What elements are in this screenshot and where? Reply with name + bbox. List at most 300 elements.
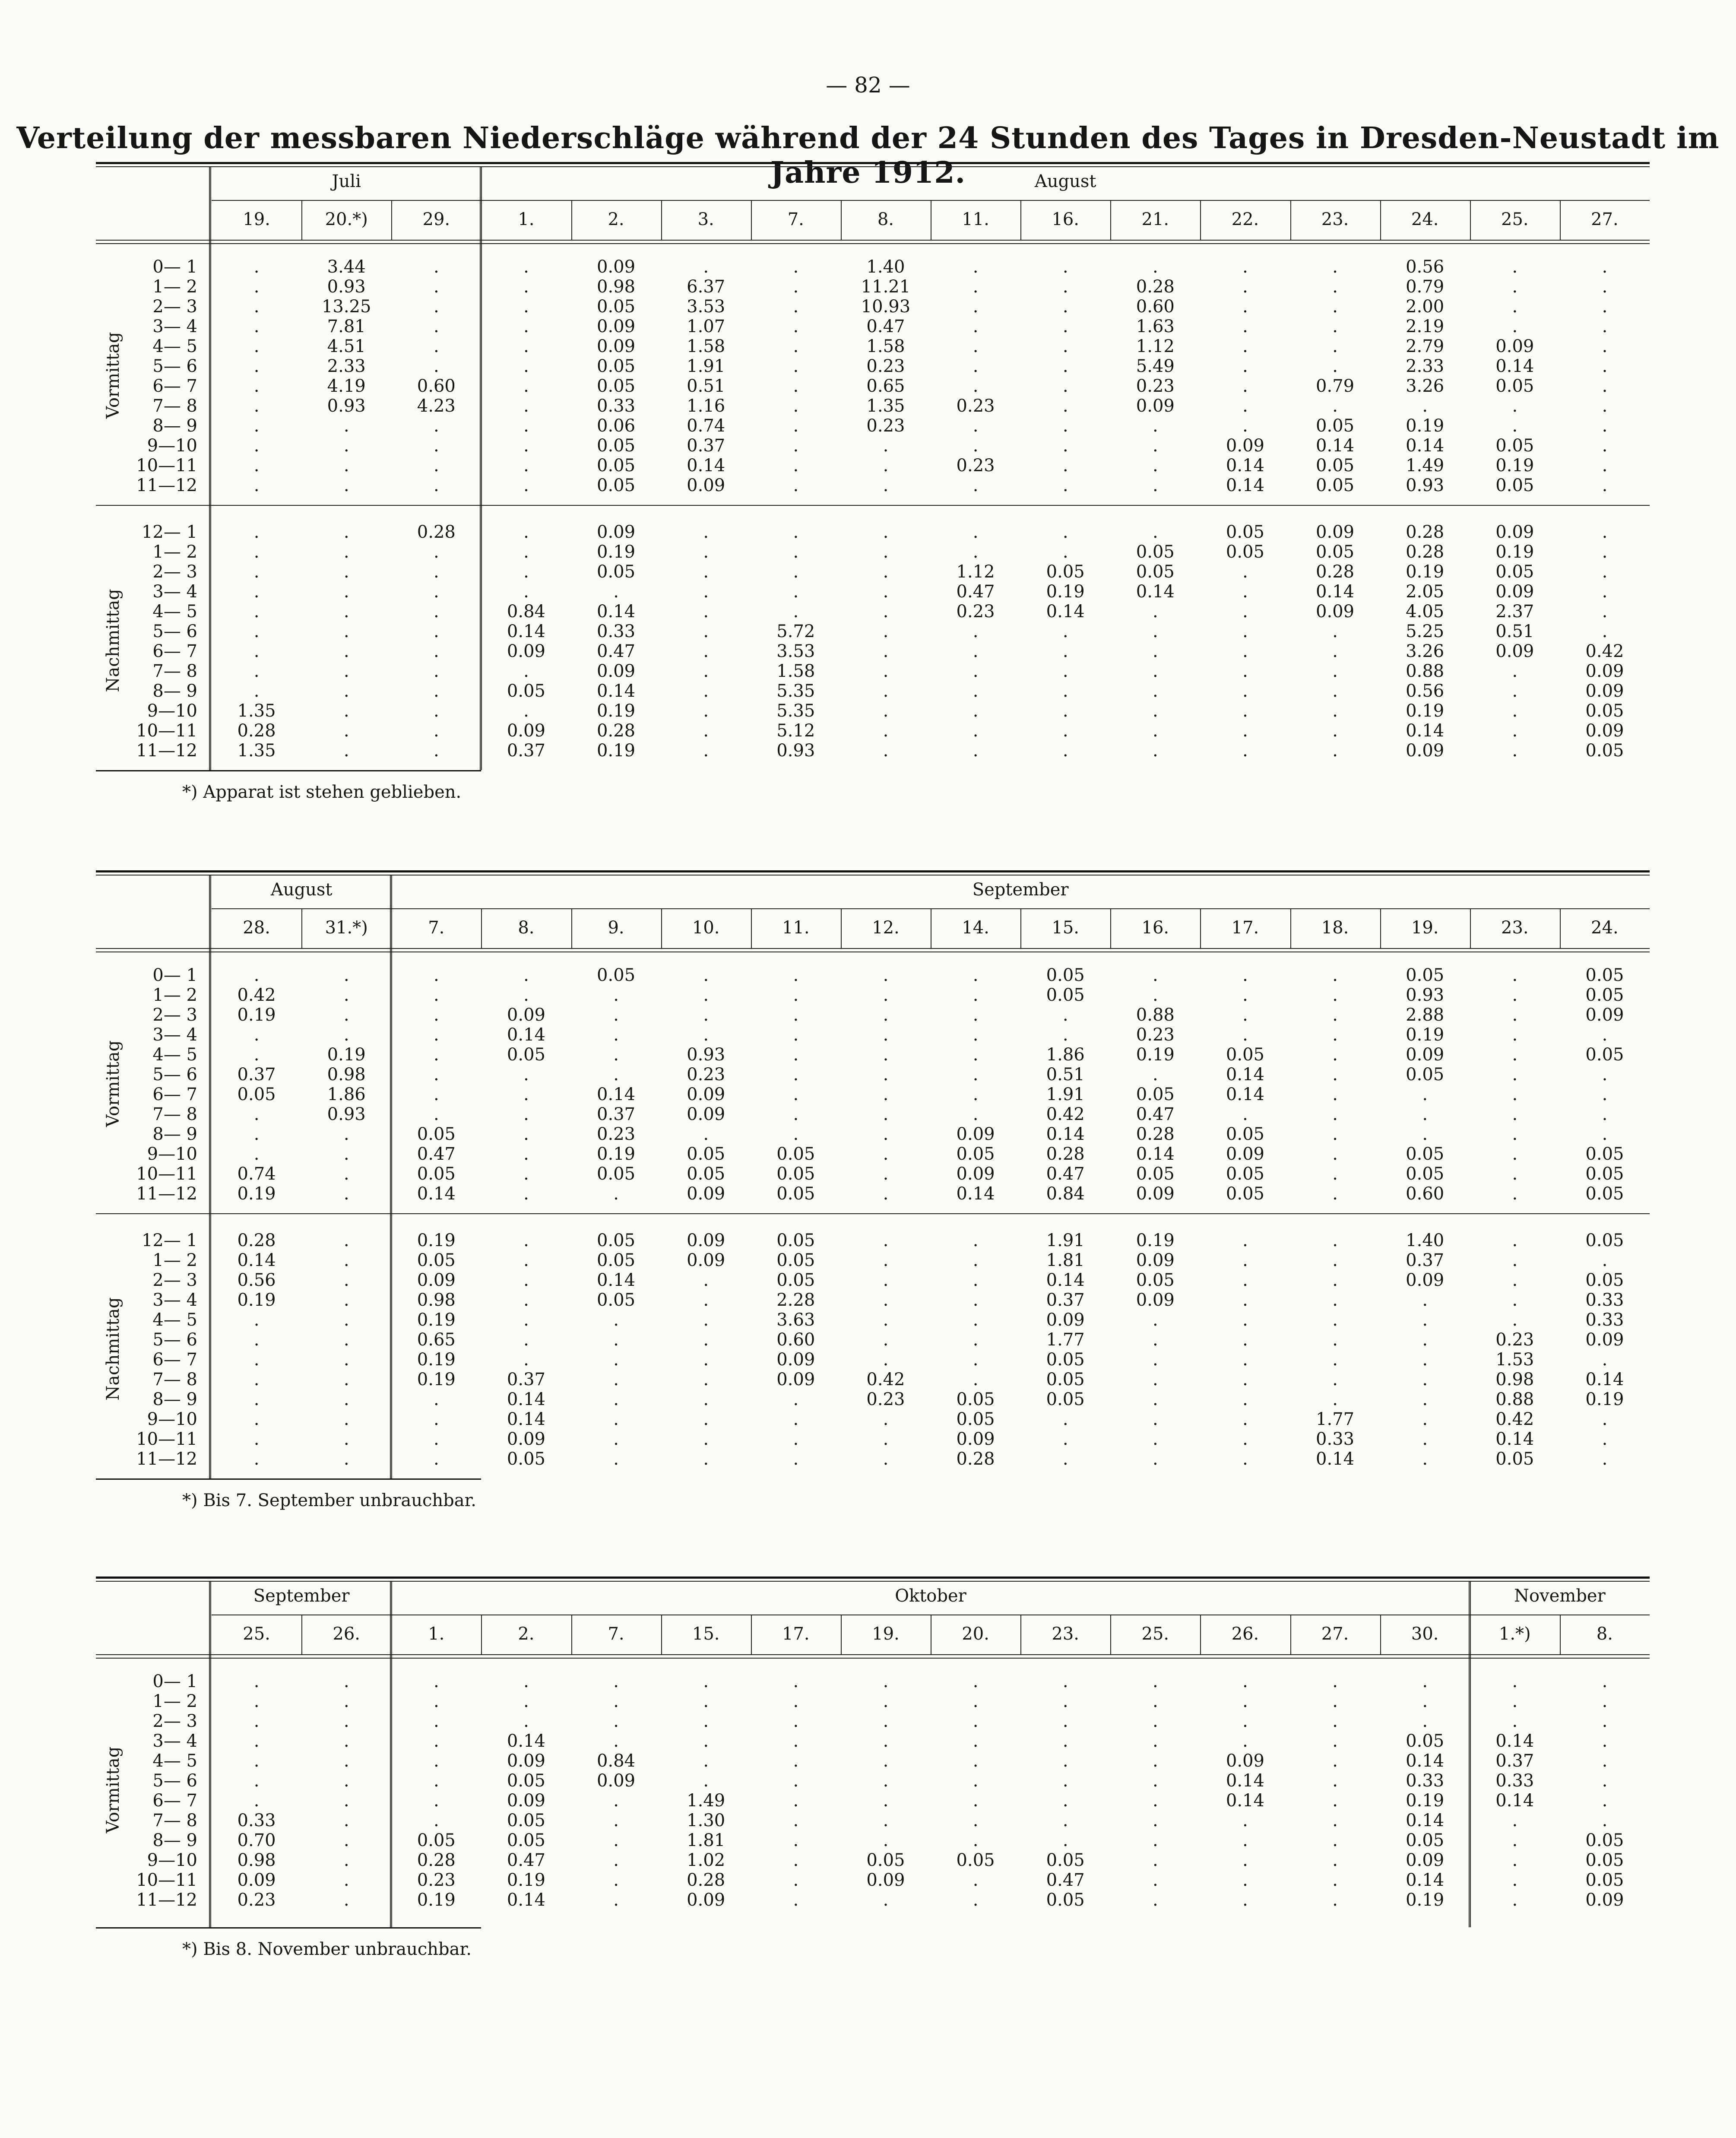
value-cell: . bbox=[1242, 965, 1248, 985]
value-cell: . bbox=[883, 1144, 889, 1164]
value-cell: . bbox=[703, 965, 709, 985]
am-pm-divider bbox=[96, 505, 1650, 506]
value-cell: . bbox=[883, 1184, 889, 1204]
value-cell: . bbox=[1242, 562, 1248, 582]
value-cell: . bbox=[1512, 277, 1518, 297]
value-cell: 0.09 bbox=[1495, 582, 1534, 602]
footnote: *) Apparat ist stehen geblieben. bbox=[182, 782, 462, 802]
value-cell: 0.28 bbox=[687, 1870, 725, 1890]
value-cell: . bbox=[703, 1449, 709, 1469]
am-pm-divider bbox=[96, 1213, 1650, 1214]
value-cell: . bbox=[703, 985, 709, 1005]
stub-divider bbox=[209, 1581, 211, 1927]
value-cell: 0.37 bbox=[687, 436, 725, 456]
hour-label: 6— 7 bbox=[152, 376, 197, 396]
value-cell: . bbox=[1062, 1672, 1068, 1691]
day-header: 31.*) bbox=[325, 918, 368, 938]
header-bottom-rule-inner bbox=[96, 243, 1650, 244]
value-cell: . bbox=[1242, 416, 1248, 436]
value-cell: 0.05 bbox=[597, 356, 636, 376]
value-cell: 0.14 bbox=[1226, 476, 1264, 495]
value-cell: 4.05 bbox=[1406, 602, 1445, 622]
value-cell: . bbox=[973, 297, 979, 317]
table-top-rule bbox=[96, 870, 1650, 872]
value-cell: . bbox=[1062, 1005, 1068, 1025]
value-cell: 0.84 bbox=[597, 1751, 636, 1771]
value-cell: . bbox=[973, 277, 979, 297]
value-cell: . bbox=[1242, 1850, 1248, 1870]
value-cell: . bbox=[1602, 1104, 1608, 1124]
column-pm-values bbox=[931, 1231, 1020, 1469]
value-cell: . bbox=[433, 1691, 439, 1711]
value-cell: 0.14 bbox=[1316, 436, 1355, 456]
column-pm-values bbox=[212, 522, 301, 761]
value-cell: 0.09 bbox=[237, 1870, 276, 1890]
value-cell: . bbox=[1242, 1290, 1248, 1310]
value-cell: . bbox=[1512, 1691, 1518, 1711]
hour-label: 7— 8 bbox=[152, 661, 197, 681]
value-cell: . bbox=[973, 522, 979, 542]
value-cell: 0.05 bbox=[597, 1290, 636, 1310]
value-cell: . bbox=[1062, 1025, 1068, 1045]
value-cell: . bbox=[343, 436, 349, 456]
column-pm-values bbox=[1200, 522, 1290, 761]
value-cell: 0.05 bbox=[1585, 1144, 1624, 1164]
value-cell: . bbox=[1152, 1350, 1158, 1370]
value-cell: 0.05 bbox=[597, 456, 636, 476]
value-cell: . bbox=[883, 701, 889, 721]
value-cell: . bbox=[1602, 522, 1608, 542]
value-cell: . bbox=[793, 257, 799, 277]
hour-label: 6— 7 bbox=[152, 1350, 197, 1370]
value-cell: 0.33 bbox=[1406, 1771, 1445, 1791]
value-cell: . bbox=[1062, 681, 1068, 701]
value-cell: 1.35 bbox=[237, 701, 276, 721]
value-cell: 0.14 bbox=[507, 1025, 545, 1045]
value-cell: . bbox=[1152, 622, 1158, 641]
value-cell: . bbox=[253, 356, 260, 376]
value-cell: 2.33 bbox=[1406, 356, 1445, 376]
value-cell: . bbox=[1602, 1065, 1608, 1085]
day-header: 25. bbox=[1501, 209, 1529, 229]
value-cell: 0.05 bbox=[1046, 1850, 1085, 1870]
value-cell: . bbox=[793, 1791, 799, 1811]
value-cell: . bbox=[523, 436, 529, 456]
value-cell: . bbox=[883, 1791, 889, 1811]
column-pm-values bbox=[571, 522, 661, 761]
value-cell: 10.93 bbox=[861, 297, 911, 317]
value-cell: . bbox=[1512, 317, 1518, 336]
value-cell: . bbox=[613, 1389, 619, 1409]
value-cell: 0.33 bbox=[597, 396, 636, 416]
column-am-values bbox=[391, 257, 481, 495]
value-cell: 0.14 bbox=[507, 1731, 545, 1751]
value-cell: 0.05 bbox=[1495, 1449, 1534, 1469]
value-cell: . bbox=[1512, 1250, 1518, 1270]
value-cell: . bbox=[1152, 681, 1158, 701]
value-cell: 0.09 bbox=[1136, 1290, 1175, 1310]
value-cell: . bbox=[253, 1025, 260, 1045]
column-am-values bbox=[481, 965, 571, 1204]
value-cell: . bbox=[1242, 376, 1248, 396]
value-cell: . bbox=[883, 1691, 889, 1711]
column-am-values bbox=[212, 257, 301, 495]
column-pm-values bbox=[571, 1231, 661, 1469]
value-cell: . bbox=[613, 1045, 619, 1065]
hour-label: 9—10 bbox=[147, 1144, 197, 1164]
column-pm-values bbox=[481, 522, 571, 761]
value-cell: 0.28 bbox=[417, 522, 456, 542]
value-cell: 5.35 bbox=[776, 701, 815, 721]
hour-label: 10—11 bbox=[136, 721, 197, 741]
value-cell: . bbox=[973, 1731, 979, 1751]
column-am-values bbox=[1110, 965, 1200, 1204]
column-am-values bbox=[661, 257, 751, 495]
value-cell: . bbox=[523, 1144, 529, 1164]
value-cell: . bbox=[1512, 1104, 1518, 1124]
value-cell: . bbox=[613, 1890, 619, 1910]
value-cell: . bbox=[793, 1811, 799, 1830]
value-cell: . bbox=[793, 985, 799, 1005]
column-pm-values bbox=[1380, 1231, 1470, 1469]
value-cell: . bbox=[883, 1751, 889, 1771]
value-cell: . bbox=[1152, 456, 1158, 476]
value-cell: 0.14 bbox=[417, 1184, 456, 1204]
value-cell: . bbox=[1062, 257, 1068, 277]
column-am-values bbox=[931, 965, 1020, 1204]
value-cell: 0.19 bbox=[597, 1144, 636, 1164]
value-cell: . bbox=[433, 965, 439, 985]
value-cell: . bbox=[343, 1270, 349, 1290]
value-cell: . bbox=[1512, 297, 1518, 317]
value-cell: . bbox=[1422, 1104, 1428, 1124]
value-cell: . bbox=[1602, 297, 1608, 317]
value-cell: . bbox=[883, 1330, 889, 1350]
value-cell: 0.09 bbox=[1406, 1045, 1445, 1065]
month-header: August bbox=[1034, 171, 1096, 191]
value-cell: . bbox=[793, 1711, 799, 1731]
value-cell: 0.14 bbox=[507, 1389, 545, 1409]
value-cell: . bbox=[1332, 661, 1338, 681]
value-cell: . bbox=[793, 396, 799, 416]
column-pm-values bbox=[841, 1231, 931, 1469]
value-cell: . bbox=[793, 965, 799, 985]
value-cell: 0.09 bbox=[1585, 1890, 1624, 1910]
value-cell: 0.19 bbox=[417, 1310, 456, 1330]
value-cell: . bbox=[343, 582, 349, 602]
value-cell: . bbox=[883, 1711, 889, 1731]
value-cell: 0.37 bbox=[1046, 1290, 1085, 1310]
value-cell: 0.14 bbox=[597, 1085, 636, 1104]
value-cell: 0.98 bbox=[327, 1065, 366, 1085]
value-cell: 0.56 bbox=[1406, 257, 1445, 277]
value-cell: . bbox=[1062, 741, 1068, 761]
hour-label: 1— 2 bbox=[152, 1691, 197, 1711]
table-top-rule-inner bbox=[96, 166, 1650, 167]
value-cell: . bbox=[973, 336, 979, 356]
value-cell: . bbox=[1512, 985, 1518, 1005]
value-cell: . bbox=[883, 641, 889, 661]
value-cell: 0.05 bbox=[1585, 1850, 1624, 1870]
value-cell: . bbox=[1602, 416, 1608, 436]
value-cell: 1.40 bbox=[866, 257, 905, 277]
value-cell: 0.05 bbox=[776, 1231, 815, 1250]
value-cell: . bbox=[1242, 701, 1248, 721]
hour-label: 6— 7 bbox=[152, 1085, 197, 1104]
value-cell: 0.09 bbox=[1585, 681, 1624, 701]
day-header: 8. bbox=[1596, 1624, 1613, 1644]
day-header: 9. bbox=[608, 918, 624, 938]
value-cell: 0.33 bbox=[1495, 1771, 1534, 1791]
value-cell: . bbox=[973, 1231, 979, 1250]
value-cell: . bbox=[343, 1751, 349, 1771]
value-cell: 0.47 bbox=[1046, 1870, 1085, 1890]
value-cell: 0.14 bbox=[1046, 1270, 1085, 1290]
value-cell: . bbox=[253, 1045, 260, 1065]
day-header: 12. bbox=[872, 918, 900, 938]
value-cell: 3.53 bbox=[776, 641, 815, 661]
value-cell: 0.09 bbox=[1406, 741, 1445, 761]
value-cell: . bbox=[1242, 622, 1248, 641]
value-cell: 0.05 bbox=[1226, 522, 1264, 542]
value-cell: 0.19 bbox=[597, 741, 636, 761]
value-cell: . bbox=[883, 562, 889, 582]
value-cell: . bbox=[1602, 1025, 1608, 1045]
column-am-values bbox=[841, 257, 931, 495]
value-cell: . bbox=[343, 1164, 349, 1184]
value-cell: 0.05 bbox=[1585, 1270, 1624, 1290]
value-cell: . bbox=[1242, 356, 1248, 376]
value-cell: 4.23 bbox=[417, 396, 456, 416]
hour-label: 11—12 bbox=[136, 1890, 197, 1910]
value-cell: . bbox=[1242, 641, 1248, 661]
value-cell: 4.51 bbox=[327, 336, 366, 356]
value-cell: . bbox=[973, 1104, 979, 1124]
value-cell: . bbox=[1332, 1850, 1338, 1870]
value-cell: . bbox=[253, 681, 260, 701]
header-bottom-rule bbox=[96, 240, 1650, 241]
value-cell: 0.19 bbox=[237, 1184, 276, 1204]
value-cell: 0.09 bbox=[597, 1771, 636, 1791]
page-number: — 82 — bbox=[826, 73, 910, 98]
value-cell: 0.05 bbox=[1495, 562, 1534, 582]
hour-label: 7— 8 bbox=[152, 396, 197, 416]
value-cell: . bbox=[1602, 1409, 1608, 1429]
label-afternoon: Nachmittag bbox=[103, 589, 123, 692]
day-header: 24. bbox=[1591, 918, 1619, 938]
value-cell: 1.58 bbox=[866, 336, 905, 356]
value-cell: . bbox=[1512, 1085, 1518, 1104]
value-cell: 0.33 bbox=[597, 622, 636, 641]
value-cell: . bbox=[1152, 985, 1158, 1005]
value-cell: . bbox=[1242, 1270, 1248, 1290]
hour-label: 2— 3 bbox=[152, 297, 197, 317]
value-cell: . bbox=[253, 1104, 260, 1124]
value-cell: . bbox=[253, 416, 260, 436]
value-cell: . bbox=[343, 1672, 349, 1691]
value-cell: . bbox=[973, 376, 979, 396]
value-cell: 0.84 bbox=[1046, 1184, 1085, 1204]
value-cell: 2.37 bbox=[1495, 602, 1534, 622]
value-cell: . bbox=[523, 396, 529, 416]
value-cell: 0.05 bbox=[1316, 542, 1355, 562]
value-cell: 0.19 bbox=[1406, 562, 1445, 582]
value-cell: 1.40 bbox=[1406, 1231, 1445, 1250]
value-cell: . bbox=[1602, 1672, 1608, 1691]
value-cell: . bbox=[703, 1691, 709, 1711]
value-cell: . bbox=[433, 436, 439, 456]
value-cell: . bbox=[703, 641, 709, 661]
hour-label: 3— 4 bbox=[152, 1731, 197, 1751]
value-cell: 0.05 bbox=[776, 1164, 815, 1184]
day-header: 11. bbox=[782, 918, 810, 938]
value-cell: 0.98 bbox=[417, 1290, 456, 1310]
value-cell: . bbox=[343, 1330, 349, 1350]
value-cell: . bbox=[253, 542, 260, 562]
column-am-values bbox=[301, 257, 391, 495]
value-cell: . bbox=[973, 476, 979, 495]
value-cell: . bbox=[793, 317, 799, 336]
value-cell: . bbox=[973, 1672, 979, 1691]
value-cell: . bbox=[1242, 336, 1248, 356]
value-cell: . bbox=[433, 1429, 439, 1449]
value-cell: . bbox=[253, 641, 260, 661]
value-cell: . bbox=[253, 257, 260, 277]
value-cell: . bbox=[883, 1672, 889, 1691]
value-cell: 0.19 bbox=[507, 1870, 545, 1890]
value-cell: . bbox=[1062, 1691, 1068, 1711]
value-cell: . bbox=[1152, 1370, 1158, 1389]
value-cell: . bbox=[973, 622, 979, 641]
value-cell: . bbox=[793, 277, 799, 297]
value-cell: . bbox=[1332, 1005, 1338, 1025]
value-cell: . bbox=[703, 1389, 709, 1409]
value-cell: . bbox=[1602, 1085, 1608, 1104]
value-cell: 3.53 bbox=[687, 297, 725, 317]
value-cell: . bbox=[343, 1890, 349, 1910]
value-cell: 0.23 bbox=[956, 456, 995, 476]
hour-label: 10—11 bbox=[136, 1164, 197, 1184]
value-cell: . bbox=[1152, 661, 1158, 681]
value-cell: 1.81 bbox=[687, 1830, 725, 1850]
value-cell: 0.19 bbox=[1406, 416, 1445, 436]
value-cell: . bbox=[883, 1005, 889, 1025]
hour-label: 2— 3 bbox=[152, 1270, 197, 1290]
value-cell: 0.14 bbox=[1585, 1370, 1624, 1389]
value-cell: . bbox=[343, 1811, 349, 1830]
value-cell: . bbox=[883, 1731, 889, 1751]
value-cell: . bbox=[1152, 1870, 1158, 1890]
value-cell: 0.23 bbox=[866, 1389, 905, 1409]
value-cell: . bbox=[1062, 317, 1068, 336]
value-cell: . bbox=[1062, 356, 1068, 376]
value-cell: . bbox=[613, 985, 619, 1005]
value-cell: . bbox=[343, 641, 349, 661]
hour-label: 2— 3 bbox=[152, 1005, 197, 1025]
value-cell: 0.14 bbox=[1406, 721, 1445, 741]
value-cell: . bbox=[523, 1065, 529, 1085]
value-cell: 0.19 bbox=[1406, 1025, 1445, 1045]
value-cell: . bbox=[1332, 257, 1338, 277]
day-header: 28. bbox=[243, 918, 270, 938]
value-cell: 0.47 bbox=[1046, 1164, 1085, 1184]
value-cell: . bbox=[1152, 476, 1158, 495]
column-am-values bbox=[931, 1672, 1020, 1910]
value-cell: . bbox=[1152, 1409, 1158, 1429]
value-cell: . bbox=[613, 1025, 619, 1045]
value-cell: 0.19 bbox=[1585, 1389, 1624, 1409]
value-cell: . bbox=[253, 1124, 260, 1144]
value-cell: . bbox=[253, 1731, 260, 1751]
value-cell: . bbox=[973, 1830, 979, 1850]
value-cell: 0.05 bbox=[956, 1850, 995, 1870]
value-cell: . bbox=[613, 1791, 619, 1811]
value-cell: . bbox=[1422, 1085, 1428, 1104]
value-cell: 0.23 bbox=[687, 1065, 725, 1085]
value-cell: . bbox=[613, 1005, 619, 1025]
value-cell: 0.14 bbox=[1136, 582, 1175, 602]
value-cell: . bbox=[1242, 317, 1248, 336]
value-cell: . bbox=[1332, 396, 1338, 416]
value-cell: . bbox=[703, 562, 709, 582]
value-cell: . bbox=[1242, 1005, 1248, 1025]
column-pm-values bbox=[391, 522, 481, 761]
value-cell: . bbox=[253, 1791, 260, 1811]
value-cell: . bbox=[793, 562, 799, 582]
value-cell: 0.19 bbox=[417, 1350, 456, 1370]
value-cell: . bbox=[703, 721, 709, 741]
column-pm-values bbox=[1020, 1231, 1110, 1469]
value-cell: . bbox=[1602, 1250, 1608, 1270]
hours-am bbox=[122, 257, 197, 495]
value-cell: . bbox=[1152, 1330, 1158, 1350]
value-cell: 0.23 bbox=[237, 1890, 276, 1910]
column-am-values bbox=[571, 257, 661, 495]
value-cell: . bbox=[523, 1184, 529, 1204]
value-cell: 0.09 bbox=[687, 1184, 725, 1204]
value-cell: 0.05 bbox=[1495, 476, 1534, 495]
value-cell: . bbox=[793, 1025, 799, 1045]
value-cell: 0.05 bbox=[1406, 965, 1445, 985]
value-cell: 0.09 bbox=[956, 1124, 995, 1144]
table-bottom-rule bbox=[96, 1478, 481, 1480]
column-pm-values bbox=[751, 1231, 841, 1469]
day-header: 30. bbox=[1411, 1624, 1439, 1644]
value-cell: . bbox=[1422, 1711, 1428, 1731]
footnote: *) Bis 8. November unbrauchbar. bbox=[182, 1939, 472, 1959]
value-cell: . bbox=[1512, 1870, 1518, 1890]
day-header: 1.*) bbox=[1498, 1624, 1531, 1644]
value-cell: . bbox=[1062, 1449, 1068, 1469]
value-cell: 5.49 bbox=[1136, 356, 1175, 376]
column-am-values bbox=[1200, 965, 1290, 1204]
value-cell: . bbox=[883, 522, 889, 542]
value-cell: 0.05 bbox=[1046, 1370, 1085, 1389]
value-cell: . bbox=[1332, 1830, 1338, 1850]
value-cell: . bbox=[1512, 1184, 1518, 1204]
value-cell: . bbox=[973, 1065, 979, 1085]
value-cell: . bbox=[433, 1065, 439, 1085]
hour-label: 9—10 bbox=[147, 1409, 197, 1429]
value-cell: 0.70 bbox=[237, 1830, 276, 1850]
value-cell: 0.28 bbox=[1406, 522, 1445, 542]
day-header: 23. bbox=[1321, 209, 1349, 229]
column-pm-values bbox=[1110, 522, 1200, 761]
value-cell: . bbox=[973, 416, 979, 436]
value-cell: 0.05 bbox=[1406, 1164, 1445, 1184]
value-cell: 5.12 bbox=[776, 721, 815, 741]
value-cell: . bbox=[1242, 1250, 1248, 1270]
